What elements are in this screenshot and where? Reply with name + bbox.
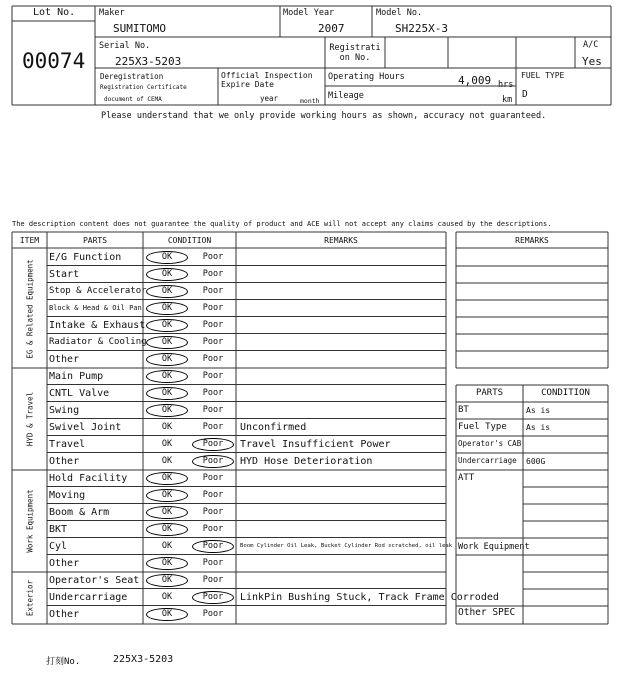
stamp-value: 225X3-5203 [113,654,174,665]
lot-number: 00074 [22,49,86,73]
poor-option: Poor [202,575,224,585]
ok-circled: OK [146,523,188,536]
ok-circled: OK [146,319,188,332]
part-name: Moving [49,490,86,501]
right-condition: As is [526,406,551,415]
ok-circled: OK [146,353,188,366]
right-part: BT [458,405,469,415]
ok-circled: OK [146,557,188,570]
ok-circled: OK [146,472,188,485]
right-part: Undercarriage [458,456,517,465]
right-condition: 600G [526,457,546,466]
right-remarks-header: REMARKS [515,236,549,245]
ok-circled: OK [146,506,188,519]
part-name: Operator's Seat [49,575,140,586]
part-name: Boom & Arm [49,507,110,518]
ok-option: OK [161,541,173,551]
serial-label: Serial No. [99,41,151,51]
part-name: Cyl [49,541,68,552]
header-item: ITEM [19,236,40,245]
maker-value: SUMITOMO [113,22,166,35]
poor-option: Poor [202,405,224,415]
part-name: Hold Facility [49,473,128,484]
poor-option: Poor [202,269,224,279]
part-name: Other [49,354,80,365]
poor-option: Poor [202,558,224,568]
remark: Boom Cylinder Oil Leak, Bucket Cylinder Rod scratched, oil leak [240,543,453,549]
group-label: HYD & Travel [25,391,34,447]
operating-hours-value: 4,009 [458,74,492,87]
poor-option: Poor [202,490,224,500]
header-condition: CONDITION [167,236,212,245]
part-name: Travel [49,439,86,450]
part-name: Swivel Joint [49,422,122,433]
ok-option: OK [161,439,173,449]
registration-label: Registrati on No. [329,43,381,63]
ok-circled: OK [146,285,188,298]
model-year-value: 2007 [318,22,345,35]
part-name: BKT [49,524,68,535]
remark: HYD Hose Deterioration [240,456,373,467]
other-spec-label: Other SPEC [458,607,516,618]
part-name: Main Pump [49,371,104,382]
right-part: Operator's CAB [458,439,522,448]
ok-circled: OK [146,336,188,349]
remark: Travel Insufficient Power [240,439,391,450]
poor-circled: Poor [192,455,234,468]
ok-circled: OK [146,251,188,264]
model-year-label: Model Year [283,8,335,18]
poor-option: Poor [202,337,224,347]
model-no-value: SH225X-3 [395,22,448,35]
month-label: month [300,97,320,105]
maker-label: Maker [99,8,125,18]
poor-option: Poor [202,354,224,364]
lot-label: Lot No. [33,7,76,18]
operating-hours-label: Operating Hours [328,72,405,82]
poor-circled: Poor [192,591,234,604]
header-parts: PARTS [82,236,108,245]
poor-option: Poor [202,286,224,296]
ok-circled: OK [146,370,188,383]
poor-option: Poor [202,507,224,517]
part-name: Other [49,609,80,620]
disclaimer: The description content does not guarantee the quality of product and ACE will not accept any claims caused by the descriptions. [12,220,552,228]
ok-circled: OK [146,387,188,400]
ac-value: Yes [582,55,602,68]
poor-option: Poor [202,524,224,534]
reg-certificate-label: Registration Certificate [100,84,187,91]
right-part: ATT [458,473,475,483]
ok-circled: OK [146,268,188,281]
work-equipment-label: Work Equipment [458,542,530,552]
part-name: E/G Function [49,252,122,263]
part-name: Block & Head & Oil Pan [49,304,142,312]
km-label: km [502,95,513,105]
ok-circled: OK [146,302,188,315]
group-label: Exterior [25,579,34,616]
year-label: year [260,94,279,103]
poor-option: Poor [202,371,224,381]
deregistration-label: Deregistration [100,72,164,81]
ok-circled: OK [146,489,188,502]
part-name: Stop & Accelerator [49,286,147,296]
fuel-type-label: FUEL TYPE [521,71,565,80]
part-name: Start [49,269,80,280]
hrs-label: hrs [498,80,514,90]
ok-circled: OK [146,608,188,621]
serial-value: 225X3-5203 [115,55,182,68]
part-name: Intake & Exhaust [49,320,146,331]
ok-option: OK [161,422,173,432]
inspection-label: Official Inspection Expire Date [221,71,313,89]
poor-option: Poor [202,609,224,619]
poor-circled: Poor [192,438,234,451]
ok-circled: OK [146,574,188,587]
part-name: Swing [49,405,80,416]
poor-option: Poor [202,252,224,262]
right-part: Fuel Type [458,422,507,432]
part-name: Other [49,456,80,467]
ok-option: OK [161,592,173,602]
poor-option: Poor [202,388,224,398]
right-parts-header: PARTS [475,388,504,398]
right-condition-header: CONDITION [541,388,590,398]
poor-circled: Poor [192,540,234,553]
group-label: EG & Related Equipment [25,258,34,359]
cema-label: document of CEMA [104,96,162,103]
stamp-label: 打刻No. [46,657,81,667]
part-name: Undercarriage [49,592,128,603]
remark: Unconfirmed [240,422,307,433]
part-name: CNTL Valve [49,388,110,399]
part-name: Radiator & Cooling [49,337,147,347]
poor-option: Poor [202,473,224,483]
accuracy-note: Please understand that we only provide working hours as shown, accuracy not guaranteed. [101,111,547,121]
ok-option: OK [161,456,173,466]
mileage-label: Mileage [328,91,364,101]
part-name: Other [49,558,80,569]
poor-option: Poor [202,422,224,432]
group-label: Work Equipment [25,489,34,553]
poor-option: Poor [202,303,224,313]
remark: LinkPin Bushing Stuck, Track Frame Corroded [240,592,499,603]
ok-circled: OK [146,404,188,417]
header-remarks: REMARKS [324,236,358,245]
poor-option: Poor [202,320,224,330]
model-no-label: Model No. [376,8,423,18]
right-condition: As is [526,423,551,432]
ac-label: A/C [583,40,599,50]
fuel-type-value: D [522,89,528,100]
